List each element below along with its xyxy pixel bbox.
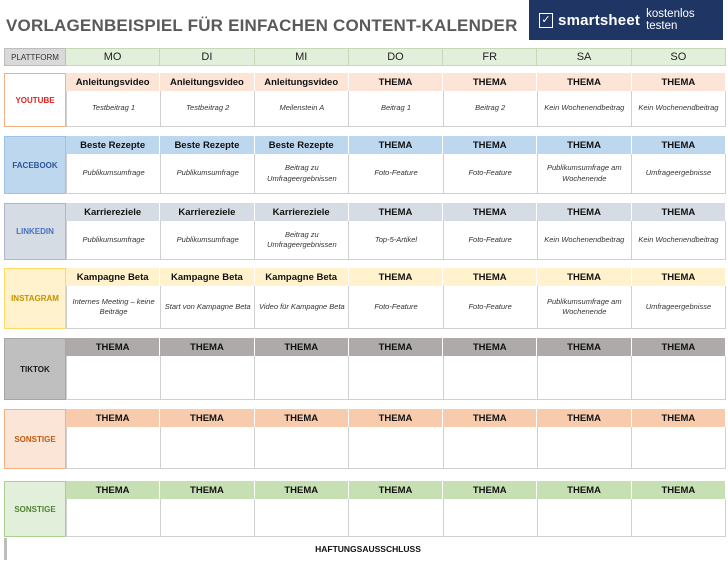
content-cell[interactable] bbox=[444, 356, 538, 400]
content-cell[interactable] bbox=[66, 427, 161, 469]
topic-header-cell[interactable]: THEMA bbox=[443, 136, 537, 154]
content-cell[interactable] bbox=[538, 427, 632, 469]
content-cell[interactable]: Publikumsumfrage bbox=[161, 154, 255, 194]
content-cell[interactable]: Beitrag 2 bbox=[444, 91, 538, 127]
topic-header-cell[interactable]: Beste Rezepte bbox=[66, 136, 160, 154]
topic-header-cell[interactable]: Karriereziele bbox=[160, 203, 254, 221]
topic-header-cell[interactable]: THEMA bbox=[632, 481, 726, 499]
platform-label: INSTAGRAM bbox=[4, 268, 66, 329]
topic-header-cell[interactable]: Karriereziele bbox=[66, 203, 160, 221]
topic-header-cell[interactable]: THEMA bbox=[349, 481, 443, 499]
platform-block-linkedin bbox=[4, 203, 726, 260]
content-cell[interactable] bbox=[255, 427, 349, 469]
content-cell[interactable]: Meilenstein A bbox=[255, 91, 349, 127]
topic-header-cell[interactable]: THEMA bbox=[349, 136, 443, 154]
content-cell[interactable]: Foto-Feature bbox=[444, 154, 538, 194]
topic-header-cell[interactable]: THEMA bbox=[66, 409, 160, 427]
content-cell[interactable] bbox=[161, 427, 255, 469]
platform-block-facebook bbox=[4, 136, 726, 194]
topic-header-cell[interactable]: THEMA bbox=[349, 73, 443, 91]
topic-header-cell[interactable]: Beste Rezepte bbox=[160, 136, 254, 154]
topic-header-cell[interactable]: Kampagne Beta bbox=[255, 268, 349, 286]
content-cell[interactable]: Kein Wochenendbeitrag bbox=[538, 91, 632, 127]
content-cell[interactable]: Publikumsumfrage bbox=[66, 221, 161, 260]
content-cell[interactable] bbox=[255, 356, 349, 400]
content-cell[interactable]: Testbeitrag 1 bbox=[66, 91, 161, 127]
content-cell[interactable]: Foto-Feature bbox=[444, 221, 538, 260]
content-cell[interactable]: Top-5-Artikel bbox=[349, 221, 443, 260]
content-cell[interactable] bbox=[444, 499, 538, 537]
content-cell[interactable] bbox=[538, 356, 632, 400]
topic-header-cell[interactable]: THEMA bbox=[66, 481, 160, 499]
header-row bbox=[4, 48, 726, 66]
day-header-mi: MI bbox=[255, 48, 349, 66]
topic-header-cell[interactable]: Beste Rezepte bbox=[255, 136, 349, 154]
content-cell[interactable]: Kein Wochenendbeitrag bbox=[538, 221, 632, 260]
day-header-do: DO bbox=[349, 48, 443, 66]
platform-block-sonstige-2 bbox=[4, 481, 726, 537]
topic-header-cell[interactable]: Anleitungsvideo bbox=[255, 73, 349, 91]
content-cell[interactable] bbox=[444, 427, 538, 469]
topic-header-cell[interactable]: THEMA bbox=[632, 203, 726, 221]
brand-name: smartsheet bbox=[558, 11, 641, 29]
content-cell[interactable] bbox=[66, 356, 161, 400]
topic-header-cell[interactable]: THEMA bbox=[443, 73, 537, 91]
trial-link[interactable]: kostenlos testen bbox=[646, 8, 695, 32]
topic-header-cell[interactable]: THEMA bbox=[255, 338, 349, 356]
content-cell[interactable] bbox=[161, 499, 255, 537]
content-cell[interactable]: Umfrageergebnisse bbox=[632, 154, 726, 194]
content-cell[interactable] bbox=[632, 356, 726, 400]
platform-label: SONSTIGE bbox=[4, 481, 66, 537]
content-cell[interactable]: Internes Meeting – keine Beiträge bbox=[66, 286, 161, 329]
content-cell[interactable]: Beitrag zu Umfrageergebnissen bbox=[255, 221, 349, 260]
content-cell[interactable] bbox=[538, 499, 632, 537]
topic-header-cell[interactable]: THEMA bbox=[443, 268, 537, 286]
content-cell[interactable] bbox=[161, 356, 255, 400]
content-cell[interactable]: Beitrag 1 bbox=[349, 91, 443, 127]
content-cell[interactable] bbox=[349, 356, 443, 400]
topic-header-cell[interactable]: THEMA bbox=[632, 268, 726, 286]
platform-block-instagram bbox=[4, 268, 726, 329]
topic-header-cell[interactable]: THEMA bbox=[349, 409, 443, 427]
content-cell[interactable]: Publikumsumfrage bbox=[66, 154, 161, 194]
content-cell[interactable]: Publikumsumfrage am Wochenende bbox=[538, 286, 632, 329]
topic-header-cell[interactable]: THEMA bbox=[255, 409, 349, 427]
topic-header-cell[interactable]: THEMA bbox=[537, 268, 631, 286]
content-cell[interactable] bbox=[255, 499, 349, 537]
day-header-di: DI bbox=[160, 48, 254, 66]
platform-block-youtube bbox=[4, 73, 726, 127]
topic-header-cell[interactable]: THEMA bbox=[160, 409, 254, 427]
topic-header-cell[interactable]: THEMA bbox=[349, 338, 443, 356]
day-header-mo: MO bbox=[66, 48, 160, 66]
topic-header-cell[interactable]: THEMA bbox=[443, 409, 537, 427]
topic-header-cell[interactable]: THEMA bbox=[255, 481, 349, 499]
platform-label: FACEBOOK bbox=[4, 136, 66, 194]
topic-header-cell[interactable]: Kampagne Beta bbox=[66, 268, 160, 286]
content-cell[interactable]: Video für Kampagne Beta bbox=[255, 286, 349, 329]
content-cell[interactable] bbox=[632, 499, 726, 537]
platform-block-sonstige bbox=[4, 409, 726, 469]
topic-header-cell[interactable]: THEMA bbox=[443, 203, 537, 221]
checkbox-logo-icon: ✓ bbox=[539, 13, 553, 28]
content-cell[interactable] bbox=[632, 427, 726, 469]
content-cell[interactable]: Foto-Feature bbox=[444, 286, 538, 329]
content-cell[interactable]: Foto-Feature bbox=[349, 286, 443, 329]
topic-header-cell[interactable]: THEMA bbox=[160, 338, 254, 356]
platform-column-header: PLATTFORM bbox=[4, 48, 66, 66]
content-cell[interactable]: Umfrageergebnisse bbox=[632, 286, 726, 329]
day-header-fr: FR bbox=[443, 48, 537, 66]
topic-header-cell[interactable]: THEMA bbox=[66, 338, 160, 356]
content-cell[interactable]: Foto-Feature bbox=[349, 154, 443, 194]
content-cell[interactable]: Kein Wochenendbeitrag bbox=[632, 221, 726, 260]
topic-header-cell[interactable]: Kampagne Beta bbox=[160, 268, 254, 286]
topic-header-cell[interactable]: THEMA bbox=[443, 338, 537, 356]
topic-header-cell[interactable]: THEMA bbox=[537, 338, 631, 356]
topic-header-cell[interactable]: THEMA bbox=[537, 481, 631, 499]
content-cell[interactable]: Kein Wochenendbeitrag bbox=[632, 91, 726, 127]
topic-header-cell[interactable]: Anleitungsvideo bbox=[66, 73, 160, 91]
content-cell[interactable]: Testbeitrag 2 bbox=[161, 91, 255, 127]
platform-label: YOUTUBE bbox=[4, 73, 66, 127]
content-cell[interactable] bbox=[66, 499, 161, 537]
topic-header-cell[interactable]: THEMA bbox=[632, 136, 726, 154]
content-cell[interactable]: Start von Kampagne Beta bbox=[161, 286, 255, 329]
day-header-sa: SA bbox=[537, 48, 631, 66]
topic-header-cell[interactable]: THEMA bbox=[537, 409, 631, 427]
topic-header-cell[interactable]: THEMA bbox=[537, 73, 631, 91]
topic-header-cell[interactable]: Karriereziele bbox=[255, 203, 349, 221]
content-cell[interactable] bbox=[349, 499, 443, 537]
topic-header-cell[interactable]: THEMA bbox=[349, 268, 443, 286]
content-cell[interactable]: Beitrag zu Umfrageergebnissen bbox=[255, 154, 349, 194]
content-cell[interactable]: Publikumsumfrage bbox=[161, 221, 255, 260]
content-cell[interactable]: Publikumsumfrage am Wochenende bbox=[538, 154, 632, 194]
smartsheet-trial-banner[interactable] bbox=[529, 0, 723, 40]
topic-header-cell[interactable]: THEMA bbox=[632, 338, 726, 356]
topic-header-cell[interactable]: THEMA bbox=[632, 73, 726, 91]
topic-header-cell[interactable]: Anleitungsvideo bbox=[160, 73, 254, 91]
content-cell[interactable] bbox=[349, 427, 443, 469]
page-title: VORLAGENBEISPIEL FÜR EINFACHEN CONTENT-KALENDER bbox=[6, 16, 518, 35]
topic-header-cell[interactable]: THEMA bbox=[537, 203, 631, 221]
day-header-so: SO bbox=[632, 48, 726, 66]
topic-header-cell[interactable]: THEMA bbox=[537, 136, 631, 154]
platform-label: SONSTIGE bbox=[4, 409, 66, 469]
topic-header-cell[interactable]: THEMA bbox=[349, 203, 443, 221]
platform-block-tiktok bbox=[4, 338, 726, 400]
topic-header-cell[interactable]: THEMA bbox=[632, 409, 726, 427]
topic-header-cell[interactable]: THEMA bbox=[160, 481, 254, 499]
platform-label: LINKEDIN bbox=[4, 203, 66, 260]
disclaimer[interactable]: HAFTUNGSAUSSCHLUSS bbox=[4, 538, 728, 560]
platform-label: TIKTOK bbox=[4, 338, 66, 400]
topic-header-cell[interactable]: THEMA bbox=[443, 481, 537, 499]
